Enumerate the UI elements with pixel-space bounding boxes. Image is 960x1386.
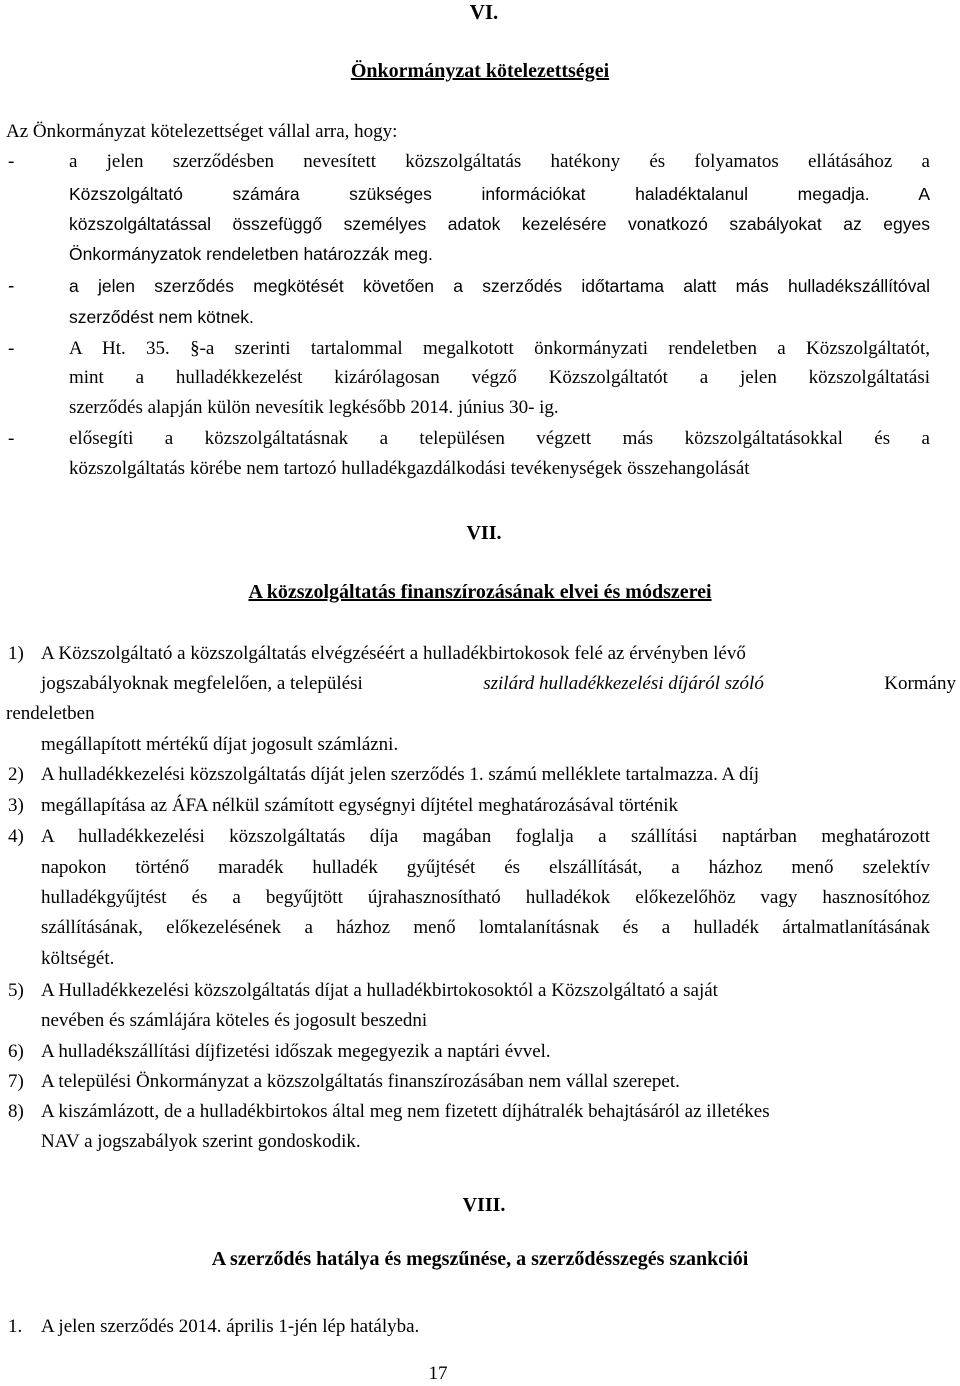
item-1-line-2-end: Kormány [884,673,956,694]
item-4-line-2: napokon történő maradék hulladék gyűjtését és elszállítását, a házhoz menő szelektív [41,857,930,878]
section-intro: Az Önkormányzat kötelezettséget vállal arra, hogy: [6,121,398,142]
item-1-line-2 [41,673,956,695]
bullet-dash: - [8,276,15,297]
item-1-line-2-italic: szilárd hulladékkezelési díjáról szóló [483,673,764,694]
item-5-line-1: A Hulladékkezelési közszolgáltatás díjat a hulladékbirtokosoktól a Közszolgáltató a saját [41,980,718,1001]
item-number: 2) [8,764,24,785]
bullet-3-line-1: A Ht. 35. §-a szerinti tartalommal megalkotott önkormányzati rendeletben a Közszolgáltatót, [69,338,930,359]
section-number-vi: VI. [469,0,499,24]
bullet-3-line-2: mint a hulladékkezelést kizárólagosan végző Közszolgáltatót a jelen közszolgáltatási [69,367,930,388]
bullet-3-line-3: szerződés alapján külön nevesítik legkésőbb 2014. június 30- ig. [69,397,559,418]
item-4-line-5: költségét. [41,948,115,969]
bullet-dash: - [8,151,15,172]
item-number: 8) [8,1101,24,1122]
section-title-vi: Önkormányzat kötelezettségei [350,60,610,82]
bullet-1-line-1: a jelen szerződésben nevesített közszolgáltatás hatékony és folyamatos ellátásához a [69,151,930,172]
section-8-item-1: A jelen szerződés 2014. április 1-jén lép hatályba. [41,1316,420,1337]
item-1-line-2-start: jogszabályoknak megfelelően, a települési [41,673,363,694]
section-title-vii: A közszolgáltatás finanszírozásának elvei és módszerei [248,581,712,603]
item-7-line-1: A települési Önkormányzat a közszolgáltatás finanszírozásában nem vállal szerepet. [41,1071,680,1092]
item-number: 3) [8,795,24,816]
item-1-line-1: A Közszolgáltató a közszolgáltatás elvégzéséért a hulladékbirtokosok felé az érvényben lévő [41,643,746,664]
bullet-1-line-4: Önkormányzatok rendeletben határozzák meg. [69,244,433,264]
section-title-viii: A szerződés hatálya és megszűnése, a szerződésszegés szankciói [211,1248,749,1270]
item-8-line-2: NAV a jogszabályok szerint gondoskodik. [41,1131,361,1152]
item-5-line-2: nevében és számlájára köteles és jogosult beszedni [41,1010,428,1031]
bullet-1-line-2: Közszolgáltató számára szükséges információkat haladéktalanul megadja. A [69,184,930,204]
item-number: 6) [8,1041,24,1062]
section-number-vii: VII. [466,522,502,544]
item-2-line-1: A hulladékkezelési közszolgáltatás díját jelen szerződés 1. számú melléklete tartalmazza. A díj [41,764,760,785]
bullet-1-line-3: közszolgáltatással összefüggő személyes adatok kezelésére vonatkozó szabályokat az egyes [69,214,930,234]
item-number: 7) [8,1071,24,1092]
item-number: 1. [8,1316,23,1337]
bullet-dash: - [8,428,15,449]
bullet-4-line-2: közszolgáltatás körébe nem tartozó hulladékgazdálkodási tevékenységek összehangolását [69,458,750,479]
bullet-2-line-1: a jelen szerződés megkötését követően a szerződés időtartama alatt más hulladékszállítóval [69,276,930,296]
bullet-4-line-1: elősegíti a közszolgáltatásnak a településen végzett más közszolgáltatásokkal és a [69,428,930,449]
bullet-2-line-2: szerződést nem kötnek. [69,307,254,327]
item-number: 4) [8,826,24,847]
item-8-line-1: A kiszámlázott, de a hulladékbirtokos által meg nem fizetett díjhátralék behajtásáról az illetékes [41,1101,770,1122]
item-4-line-1: A hulladékkezelési közszolgáltatás díja magában foglalja a szállítási naptárban meghatározott [41,826,930,847]
item-3-line-1: megállapítása az ÁFA nélkül számított egységnyi díjtétel meghatározásával történik [41,795,679,816]
page-number: 17 [428,1363,448,1384]
section-number-viii: VIII. [462,1194,506,1216]
item-1-line-4: megállapított mértékű díjat jogosult számlázni. [41,734,399,755]
bullet-dash: - [8,338,15,359]
item-number: 1) [8,643,24,664]
item-number: 5) [8,980,24,1001]
item-6-line-1: A hulladékszállítási díjfizetési időszak megegyezik a naptári évvel. [41,1041,551,1062]
item-4-line-3: hulladékgyűjtést és a begyűjtött újrahasznosítható hulladékok előkezelőhöz vagy hasznosítóhoz [41,887,930,908]
item-1-line-3: rendeletben [6,703,95,724]
item-4-line-4: szállításának, előkezelésének a házhoz menő lomtalanításnak és a hulladék ártalmatlanításának [41,917,930,938]
